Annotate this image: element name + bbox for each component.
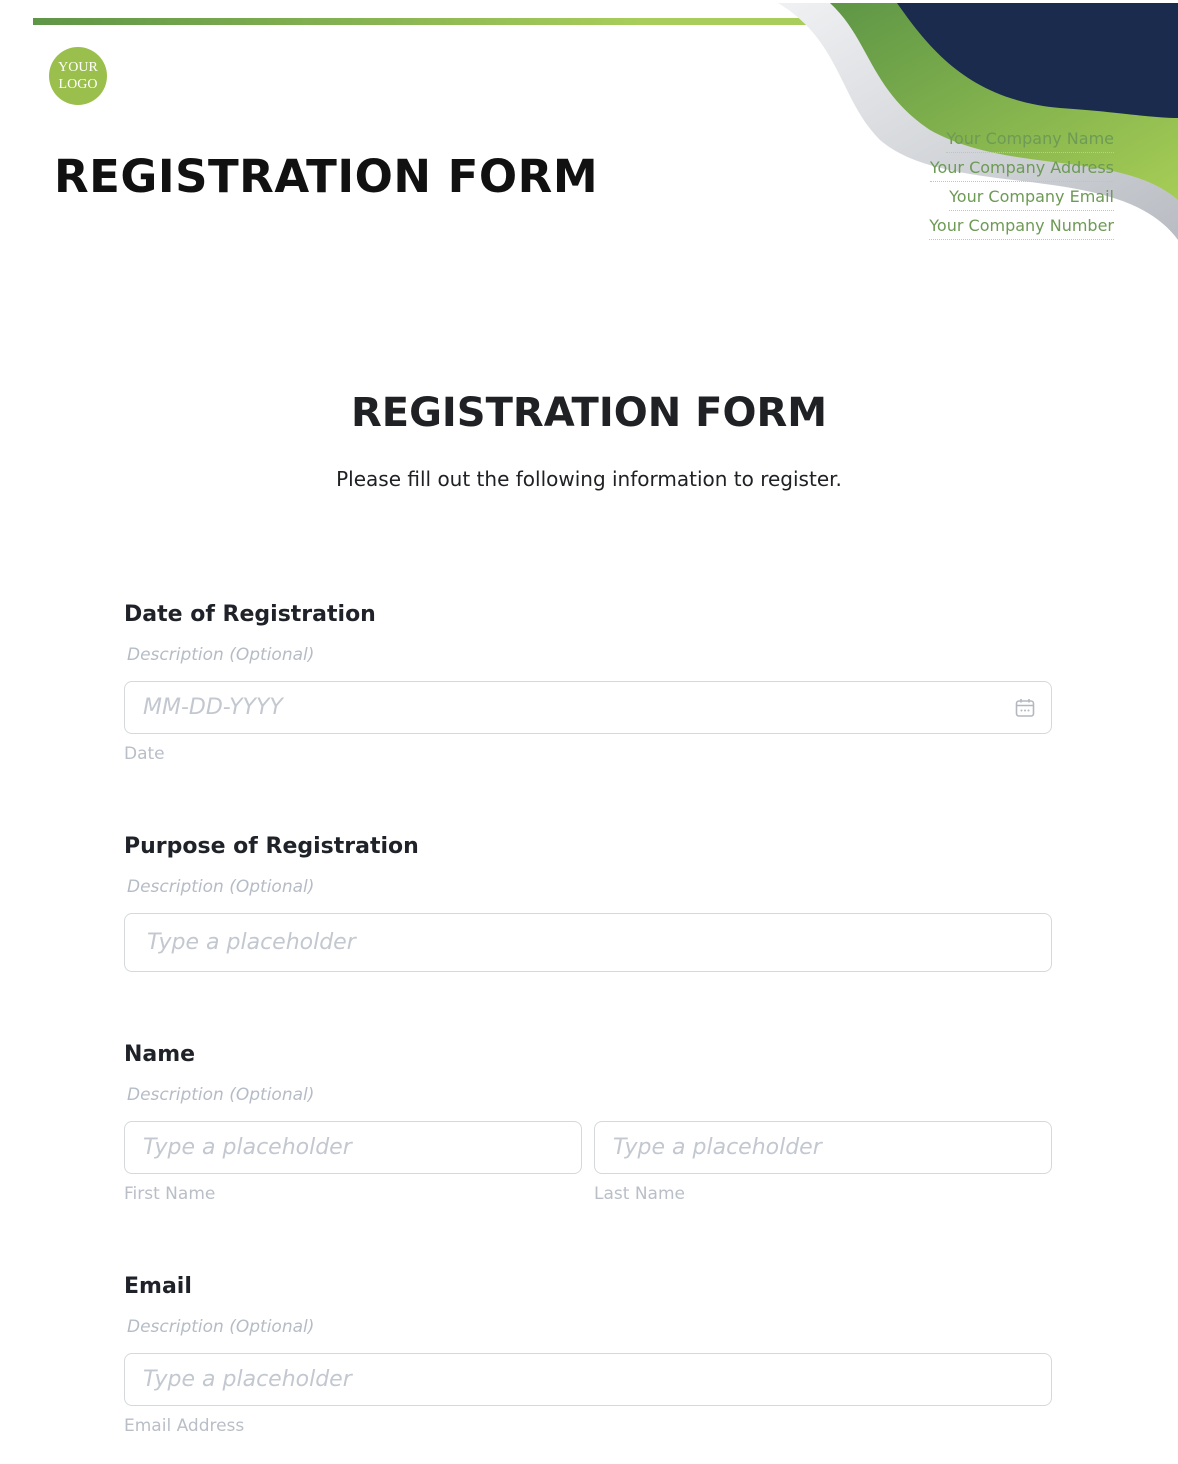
purpose-section — [124, 834, 1052, 972]
first-name-column — [124, 1121, 582, 1204]
first-name-input[interactable] — [124, 1121, 582, 1174]
email-section — [124, 1274, 1052, 1436]
purpose-placeholder: Type a placeholder — [147, 930, 356, 955]
company-name: Your Company Name — [946, 126, 1114, 153]
name-description: Description (Optional) — [127, 1085, 315, 1105]
purpose-label: Purpose of Registration — [124, 834, 419, 859]
logo-line-1: YOUR — [58, 60, 98, 75]
logo-line-2: LOGO — [58, 77, 98, 92]
first-name-sublabel: First Name — [124, 1184, 216, 1204]
company-logo — [49, 47, 107, 105]
date-placeholder: MM-DD-YYYY — [143, 695, 283, 720]
first-name-placeholder: Type a placeholder — [143, 1135, 352, 1160]
company-email: Your Company Email — [949, 184, 1114, 211]
last-name-placeholder: Type a placeholder — [613, 1135, 822, 1160]
company-number: Your Company Number — [929, 213, 1114, 240]
email-sublabel: Email Address — [124, 1416, 245, 1436]
last-name-column — [594, 1121, 1052, 1204]
last-name-sublabel: Last Name — [594, 1184, 685, 1204]
name-row — [124, 1121, 1052, 1204]
page-header — [0, 0, 1178, 260]
email-label: Email — [124, 1274, 192, 1299]
company-address: Your Company Address — [930, 155, 1114, 182]
name-label: Name — [124, 1042, 196, 1067]
date-label: Date of Registration — [124, 602, 376, 627]
date-section — [124, 602, 1052, 764]
email-description: Description (Optional) — [127, 1317, 315, 1337]
email-placeholder: Type a placeholder — [143, 1367, 352, 1392]
date-input[interactable] — [124, 681, 1052, 734]
date-description: Description (Optional) — [127, 645, 315, 665]
calendar-icon[interactable] — [1015, 698, 1035, 718]
company-info — [929, 124, 1114, 240]
name-section — [124, 1042, 1052, 1204]
last-name-input[interactable] — [594, 1121, 1052, 1174]
purpose-input[interactable] — [124, 913, 1052, 972]
form-title: REGISTRATION FORM — [350, 390, 828, 436]
form-subtitle: Please fill out the following information to register. — [336, 467, 842, 491]
header-title: REGISTRATION FORM — [54, 150, 599, 203]
date-sublabel: Date — [124, 744, 165, 764]
purpose-description: Description (Optional) — [127, 877, 315, 897]
email-input[interactable] — [124, 1353, 1052, 1406]
